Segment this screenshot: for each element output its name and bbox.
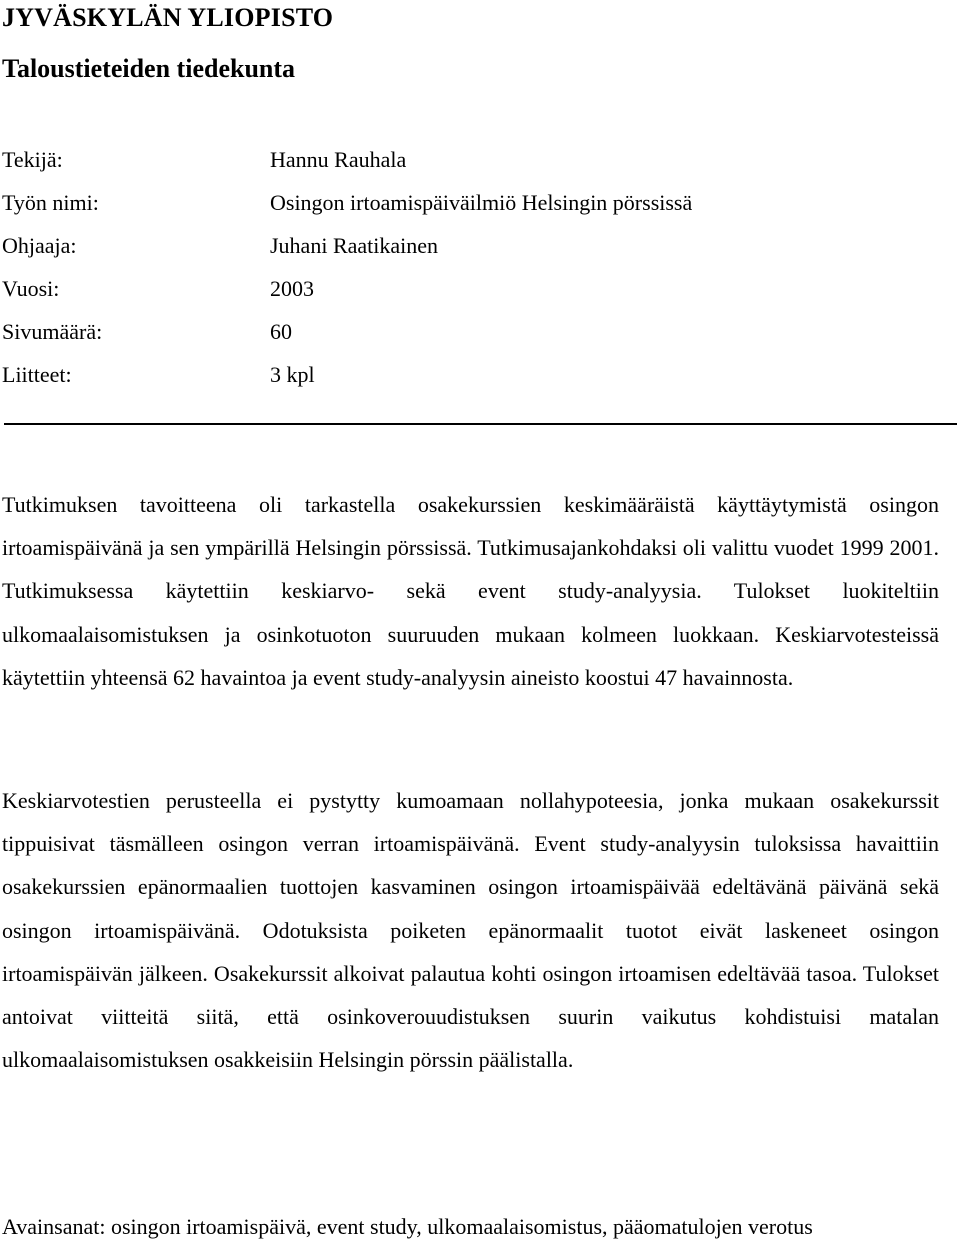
thesis-metadata	[2, 143, 942, 401]
title-label: Työn nimi:	[2, 190, 99, 215]
keywords-line: Avainsanat: osingon irtoamispäivä, event study, ulkomaalaisomistus, pääomatulojen verotus	[2, 1214, 813, 1239]
meta-row-appendices	[2, 358, 942, 401]
meta-row-supervisor	[2, 229, 942, 272]
meta-row-pages	[2, 315, 942, 358]
meta-row-author	[2, 143, 942, 186]
horizontal-divider	[4, 423, 957, 425]
supervisor-label: Ohjaaja:	[2, 233, 77, 258]
year-value: 2003	[270, 276, 314, 301]
meta-row-year	[2, 272, 942, 315]
abstract-paragraph-1: Tutkimuksen tavoitteena oli tarkastella osakekurssien keskimääräistä käyttäytymistä osingon irtoamispäivänä ja sen ympärillä Helsingin pörssissä. Tutkimusajankohdaksi oli valittu vuodet 1999 2001. Tutkimuksessa käytettiin keskiarvo- sekä event study-analyysia. Tulokset luokiteltiin ulkomaalaisomistuksen ja osinkotuoton suuruuden mukaan kolmeen luokkaan. Keskiarvotesteissä käytettiin yhteensä 62 havaintoa ja event study-analyysin aineisto koostui 47 havainnosta.	[2, 492, 939, 690]
university-name: JYVÄSKYLÄN YLIOPISTO	[2, 3, 334, 32]
title-value: Osingon irtoamispäiväilmiö Helsingin pörssissä	[270, 190, 693, 215]
abstract-paragraph-2: Keskiarvotestien perusteella ei pystytty kumoamaan nollahypoteesia, jonka mukaan osakekurssit tippuisivat täsmälleen osingon verran irtoamispäivänä. Event study-analyysin tuloksissa havaittiin osakekurssien epänormaalien tuottojen kasvaminen osingon irtoamispäivää edeltävänä päivänä sekä osingon irtoamispäivänä. Odotuksista poiketen epänormaalit tuotot eivät laskeneet osingon irtoamispäivän jälkeen. Osakekurssit alkoivat palautua kohti osingon irtoamisen edeltävää tasoa. Tulokset antoivat viitteitä siitä, että osinkoverouudistuksen suurin vaikutus kohdistuisi matalan ulkomaalaisomistuksen osakkeisiin Helsingin pörssin päälistalla.	[2, 788, 939, 1073]
appendices-label: Liitteet:	[2, 362, 72, 387]
appendices-value: 3 kpl	[270, 362, 315, 387]
faculty-name: Taloustieteiden tiedekunta	[2, 54, 296, 83]
author-value: Hannu Rauhala	[270, 147, 407, 172]
pages-label: Sivumäärä:	[2, 319, 103, 344]
meta-row-title	[2, 186, 942, 229]
author-label: Tekijä:	[2, 147, 63, 172]
pages-value: 60	[270, 319, 292, 344]
supervisor-value: Juhani Raatikainen	[270, 233, 439, 258]
year-label: Vuosi:	[2, 276, 60, 301]
